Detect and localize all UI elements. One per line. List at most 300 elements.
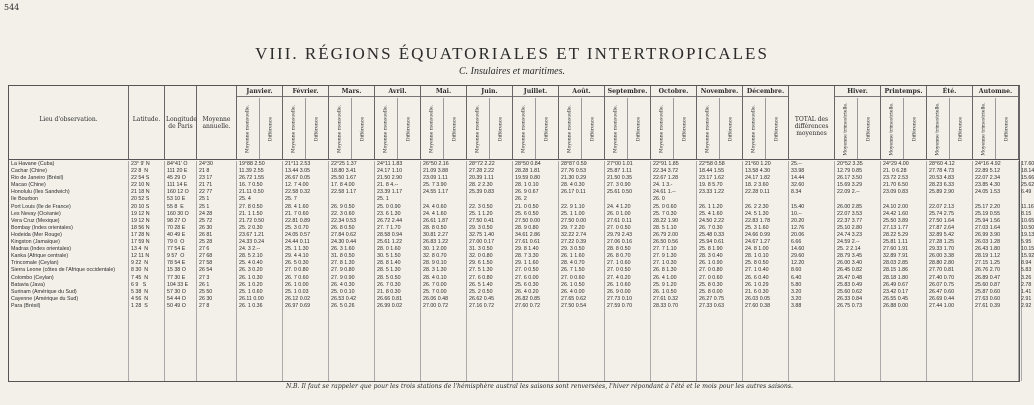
month-column-1-cell: 24.05 0.57 xyxy=(285,231,311,238)
header-month-0-label: Janvier. xyxy=(237,88,282,97)
latitude-column-cell: 7 45 N xyxy=(131,274,149,281)
header-month-2-sub-0: Moyenne mensuelle. xyxy=(337,104,343,153)
header-month-4-sub-0: Moyenne mensuelle. xyxy=(429,104,435,153)
month-column-0-cell: 26. 3 0.20 xyxy=(239,267,263,274)
month-column-7-cell: 27.22 0.39 xyxy=(561,239,587,246)
month-column-2-cell: 26. 4 0.30 xyxy=(331,281,355,288)
climate-table xyxy=(8,85,1034,382)
season-column-2-cell: 28.23 6.33 xyxy=(929,182,955,189)
month-column-6-cell: 34.61 2.86 xyxy=(515,231,541,238)
month-column-11-cell: 13.58 4.30 xyxy=(745,168,771,175)
header-season-1-sub-0: Moyenne trimestrielle. xyxy=(889,101,895,156)
month-column-10-cell: 23.33 1.22 xyxy=(699,189,725,196)
season-column-0-cell: 22.07 3.53 xyxy=(837,210,863,217)
month-column-4-cell: 26.61 1.87 xyxy=(423,217,449,224)
month-column-6-cell: 28°50 0.84 xyxy=(515,161,541,167)
month-column-5-cell: 32. 0 0.80 xyxy=(469,253,493,260)
month-column-0-cell: 26. 1 0.30 xyxy=(239,274,263,281)
month-column-7-cell: 27.76 0.53 xyxy=(561,168,587,175)
latitude-column-cell: 18 56 N xyxy=(131,224,150,231)
total-column-cell: 6.66 xyxy=(791,239,802,246)
season-column-3-cell: 23.85 4.30 xyxy=(975,182,1001,189)
header-month-9-label: Octobre. xyxy=(651,88,696,97)
longitude-column-cell: 53 10 E xyxy=(167,196,186,203)
annual-column-cell: 26 30 xyxy=(199,295,213,302)
header-month-3-sub-1: Différence xyxy=(406,116,412,141)
month-column-11-cell: 21. 6 0.30 xyxy=(745,288,769,295)
month-column-5-cell: 26.62 0.45 xyxy=(469,295,495,302)
header-month-8-sub-1: Différence xyxy=(636,116,642,141)
header-month-0-sub-1: Différence xyxy=(268,116,274,141)
season-column-2-cell: 26.00 3.38 xyxy=(929,253,955,260)
total-column-cell: 33.98 xyxy=(791,168,805,175)
month-column-1-cell: 27. 0 0.80 xyxy=(285,267,309,274)
station-column-cell: Cayenne (Amérique du Sud) xyxy=(11,295,79,302)
total-column xyxy=(789,161,835,381)
season-column-2-cell: 25.74 2.75 xyxy=(929,210,955,217)
month-column-0-cell: 24. 3 2.-- xyxy=(239,246,261,253)
season-column-3-cell: 26.43 1.80 xyxy=(975,246,1001,253)
month-column-4-cell: 21.09 3.88 xyxy=(423,168,449,175)
month-column-5-cell: 25.39 0.83 xyxy=(469,189,495,196)
latitude-column-cell: 22 10 N xyxy=(131,182,150,189)
month-column-8-cell: 21.50 0.35 xyxy=(607,175,633,182)
month-column-9 xyxy=(651,161,697,381)
month-column-3-cell: 23. 6 1.30 xyxy=(377,210,401,217)
header-month-6-sub-0: Moyenne mensuelle. xyxy=(521,104,527,153)
season-column-0-cell: 26.45 0.82 xyxy=(837,267,863,274)
month-column-9-cell: 25. 7 0.30 xyxy=(653,210,677,217)
month-column-2-cell: 26. 9 0.50 xyxy=(331,203,355,210)
month-column-7-cell: 29. 3 0.50 xyxy=(561,246,585,253)
month-column-8-cell: 27. 1 0.60 xyxy=(607,260,631,267)
month-column-4 xyxy=(421,161,467,381)
month-column-4-cell: 25. 7 3.90 xyxy=(423,182,447,189)
header-month-0 xyxy=(237,86,283,159)
longitude-column-cell: 45 29 O xyxy=(167,175,186,182)
month-column-5-cell: 26. 5 1.40 xyxy=(469,281,493,288)
header-month-11-sub-0: Moyenne mensuelle. xyxy=(751,104,757,153)
month-column-4-cell xyxy=(423,196,466,203)
season-column-0-cell: 25.10 2.80 xyxy=(837,224,863,231)
month-column-8-cell: 25.87 1.11 xyxy=(607,168,632,175)
month-column-2-cell: 22.34 0.53 xyxy=(331,217,357,224)
station-column-cell: Rio de Janeiro (Brésil) xyxy=(11,175,64,182)
header-month-1-sub-1: Différence xyxy=(314,116,320,141)
month-column-5-cell: 27. 5 1.30 xyxy=(469,267,493,274)
season-column-2-cell: 27.70 0.81 xyxy=(929,267,955,274)
month-column-7-cell: 28°87 0.59 xyxy=(561,161,587,167)
season-column-1-cell: 21.70 6.50 xyxy=(883,182,909,189)
header-month-7 xyxy=(559,86,605,159)
latitude-column-cell: 13 4 N xyxy=(131,246,149,253)
season-column-3-cell: 25.60 0.87 xyxy=(975,281,1001,288)
header-season-2-sub-1: Différence xyxy=(958,116,964,141)
season-column-0-cell: 26.00 2.85 xyxy=(837,203,863,210)
header-month-1-sub-0: Moyenne mensuelle. xyxy=(291,104,297,153)
month-column-4-cell: 30. 1 2.00 xyxy=(423,246,447,253)
station-column-cell: Hodeida (Mer Rouge) xyxy=(11,231,62,238)
month-column-8-cell: 27.61 0.11 xyxy=(607,217,632,224)
month-column-4-cell: 28. 9 0.10 xyxy=(423,260,447,267)
month-column-6-cell: 28. 9 0.80 xyxy=(515,224,539,231)
header-latitude-label: Latitude. xyxy=(132,116,161,123)
header-month-3 xyxy=(375,86,421,159)
month-column-2-cell: 22°25 1.37 xyxy=(331,161,357,167)
station-column-cell: Kingston (Jamaïque) xyxy=(11,239,60,246)
month-column-2-cell: 22. 3 0.60 xyxy=(331,210,355,217)
header-month-8-label: Septembre. xyxy=(605,88,650,97)
month-column-10-cell: 25.48 0.33 xyxy=(699,231,725,238)
month-column-9-cell: 22°91 1.85 xyxy=(653,161,679,167)
season-column-2-cell: 26.69 0.44 xyxy=(929,295,955,302)
season-column-2-cell: 27.78 4.73 xyxy=(929,168,955,175)
month-column-3-cell: 24°11 1.83 xyxy=(377,161,403,167)
season-column-3-cell: 27.03 1.64 xyxy=(975,224,1001,231)
month-column-10-cell: 26. 1 0.90 xyxy=(699,260,723,267)
month-column-10-cell: 25. 8 1.90 xyxy=(699,246,723,253)
season-column-0-cell: 26.00 3.40 xyxy=(837,260,863,267)
header-divider xyxy=(9,159,1019,160)
annual-column-cell: 27 8 xyxy=(199,302,210,309)
annual-column-cell: 25 1 xyxy=(199,203,210,210)
annual-column-cell: 25 50 xyxy=(199,288,213,295)
longitude-column-cell: 77 54 E xyxy=(167,246,186,253)
season-column-0-cell: 25. 2 2.14 xyxy=(837,246,861,253)
month-column-4-cell: 24. 4 0.60 xyxy=(423,203,447,210)
header-month-11-sub-1: Différence xyxy=(774,116,780,141)
month-column-10-cell: 26.27 0.75 xyxy=(699,295,725,302)
header-month-6-sub-1: Différence xyxy=(544,116,550,141)
total-column-cell: 3.20 xyxy=(791,288,802,295)
station-column-cell: Les Nevay (Océanie) xyxy=(11,210,61,217)
season-column-1-cell: 28.15 1.86 xyxy=(883,267,909,274)
longitude-column-cell: 54 44 O xyxy=(167,295,186,302)
month-column-1-cell: 22.58 0.32 xyxy=(285,189,311,196)
total-column-cell: 10.-- xyxy=(791,210,802,217)
header-season-0-sub-1: Différence xyxy=(866,116,872,141)
station-column-cell: La Havane (Cuba) xyxy=(11,161,55,167)
annual-column-cell: 26 1 xyxy=(199,281,210,288)
annual-column-cell: 23 17 xyxy=(199,175,213,182)
longitude-column-cell: 111 14 E xyxy=(167,182,188,189)
header-month-10-sub-1: Différence xyxy=(728,116,734,141)
month-column-4-cell: 24.55 1.17 xyxy=(423,189,449,196)
annual-column-cell: 21 8 xyxy=(199,168,210,175)
month-column-2-cell: 31. 8 0.50 xyxy=(331,253,355,260)
season-column-1-cell: 23.42 0.17 xyxy=(883,288,909,295)
month-column-0-cell: 26.11 0.00 xyxy=(239,295,264,302)
season-column-0-cell: 24.59 2.-- xyxy=(837,239,860,246)
month-column-2 xyxy=(329,161,375,381)
month-column-1-cell: 12. 7 4.00 xyxy=(285,182,309,189)
longitude-column-cell: 9 57 O xyxy=(167,253,185,260)
month-column-9-cell: 24. 1 3.- xyxy=(653,182,673,189)
header-month-11 xyxy=(743,86,789,159)
month-column-11-cell: 26. 1 0.29 xyxy=(745,281,769,288)
longitude-column-cell: 70 28 E xyxy=(167,224,186,231)
header-moyenne-label: Moyenne annuelle. xyxy=(202,116,231,130)
header-month-3-sub-0: Moyenne mensuelle. xyxy=(383,104,389,153)
month-column-11-cell: 24. 8 1.00 xyxy=(745,246,769,253)
month-column-9-cell: 27. 1 0.30 xyxy=(653,260,677,267)
month-column-6-cell: 26. 9 0.67 xyxy=(515,189,539,196)
month-column-1-cell: 26. 1 0.00 xyxy=(285,281,309,288)
month-column-4-cell: 26°50 2.16 xyxy=(423,161,449,167)
month-column-11-cell: 25. 3 1.60 xyxy=(745,224,769,231)
month-column-6-cell: 26.82 0.85 xyxy=(515,295,541,302)
month-column-11-cell: 21°60 1.20 xyxy=(745,161,771,167)
month-column-8-cell: 27.73 0.10 xyxy=(607,295,633,302)
month-column-6-cell: 27. 6 0.00 xyxy=(515,274,539,281)
month-column-5-cell xyxy=(469,196,512,203)
latitude-column-cell: 23° 9' N xyxy=(131,161,150,167)
month-column-9-cell: 28.33 0.70 xyxy=(653,302,679,309)
month-column-6-cell: 25. 6 0.50 xyxy=(515,210,539,217)
month-column-7-cell: 32.22 2.74 xyxy=(561,231,587,238)
total-column-cell: 20.06 xyxy=(791,231,805,238)
month-column-3-cell: 21. 8 0.30 xyxy=(377,288,401,295)
month-column-5-cell: 27.00 0.17 xyxy=(469,239,495,246)
header-month-5-sub-1: Différence xyxy=(498,116,504,141)
season-column-3-cell: 25.19 0.55 xyxy=(975,210,1001,217)
month-column-0 xyxy=(237,161,283,381)
header-latitude xyxy=(129,86,165,159)
month-column-2-cell: 17. 8 4.00 xyxy=(331,182,355,189)
season-column-3-cell: 25.94 1.56 xyxy=(975,217,1001,224)
season-column-0-cell: 22.09 2.-- xyxy=(837,189,860,196)
latitude-column-cell: 8 30 N xyxy=(131,267,149,274)
latitude-column-cell: 20 10 S xyxy=(131,203,150,210)
month-column-0-cell: 16. 7 0.50 xyxy=(239,182,263,189)
total-column-cell: 3.88 xyxy=(791,302,802,309)
header-season-3-label: Automne. xyxy=(973,88,1018,97)
season-column-1-cell: 24.10 2.00 xyxy=(883,203,909,210)
season-column-1-cell: 23.09 0.83 xyxy=(883,189,909,196)
month-column-11-cell: 26. 2 2.30 xyxy=(745,203,769,210)
month-column-3-cell: 25. 1 xyxy=(377,196,389,203)
month-column-10 xyxy=(697,161,743,381)
month-column-0-cell: 21. 1 1.50 xyxy=(239,210,263,217)
month-column-3-cell: 28. 5 0.50 xyxy=(377,274,401,281)
footnote: N.B. Il faut se rappeler que pour les trois stations de l'hémisphère austral les saisons sont renversées, l'hiver répondant à l'été et le mois pour les autres saisons. xyxy=(286,383,793,390)
season-column-1-cell: 21. 0 6.28 xyxy=(883,168,907,175)
month-column-8-cell xyxy=(607,196,650,203)
latitude-column-cell: 12 11 N xyxy=(131,253,150,260)
header-month-0-sub-0: Moyenne mensuelle. xyxy=(245,104,251,153)
header-month-8 xyxy=(605,86,651,159)
month-column-10-cell: 26. 7 0.30 xyxy=(699,224,723,231)
month-column-4-cell: 26. 7 0.00 xyxy=(423,281,447,288)
season-column-2-cell: 27.44 1.00 xyxy=(929,302,955,309)
total-column-cell: 32.60 xyxy=(791,182,805,189)
month-column-7-cell: 29. 7 2.20 xyxy=(561,224,585,231)
season-column-0-cell: 26.17 3.50 xyxy=(837,175,863,182)
month-column-10-cell: 25. 4 1.60 xyxy=(699,210,723,217)
latitude-column-cell: 19 12 N xyxy=(131,210,150,217)
month-column-5-cell: 25. 2 0.50 xyxy=(469,288,493,295)
month-column-8-cell: 27. 0 0.50 xyxy=(607,267,631,274)
month-column-10-cell: 26. 1 1.20 xyxy=(699,203,723,210)
header-month-4-label: Mai. xyxy=(421,88,466,97)
season-column-3 xyxy=(973,161,1019,381)
month-column-3-cell: 28. 0 1.60 xyxy=(377,246,401,253)
month-column-7-cell: 26. 7 1.50 xyxy=(561,267,585,274)
season-column-1-cell: 23.72 2.53 xyxy=(883,175,909,182)
header-month-1 xyxy=(283,86,329,159)
annual-column-cell: 24 28 xyxy=(199,210,213,217)
longitude-column-cell: 78 54 E xyxy=(167,260,186,267)
season-column-0-cell: 26.47 0.48 xyxy=(837,274,863,281)
month-column-10-cell: 22°58 0.58 xyxy=(699,161,725,167)
month-column-9-cell: 28.22 1.90 xyxy=(653,217,679,224)
season-column-3-cell: 25.17 2.20 xyxy=(975,203,1001,210)
month-column-11-cell: 28. 1 0.10 xyxy=(745,253,769,260)
month-column-0-cell: 25. 4 0.40 xyxy=(239,260,263,267)
station-column-cell: Trincomale (Ceylan) xyxy=(11,260,59,267)
header-month-3-label: Avril. xyxy=(375,88,420,97)
season-column-2-cell: 27.28 1.25 xyxy=(929,239,955,246)
month-column-11-cell: 24. 5 1.30 xyxy=(745,210,769,217)
longitude-column-cell: 160 30 O xyxy=(167,210,189,217)
longitude-column-cell: 84°41' O xyxy=(167,161,188,167)
header-month-2 xyxy=(329,86,375,159)
latitude-column-cell: 17 59 N xyxy=(131,239,150,246)
season-column-1-cell: 24°29 4.00 xyxy=(883,161,909,167)
latitude-column-cell: 5 38 N xyxy=(131,288,149,295)
month-column-1-cell: 25. 1 0.03 xyxy=(285,288,309,295)
month-column-5-cell: 32.75 1.40 xyxy=(469,231,495,238)
month-column-9-cell: 26. 8 1.30 xyxy=(653,267,677,274)
month-column-1-cell: 25. 7 xyxy=(285,196,297,203)
month-column-4-cell: 28. 3 1.30 xyxy=(423,267,447,274)
month-column-3-cell: 21. 8 4.-- xyxy=(377,182,399,189)
season-column-0-cell: 28.79 3.45 xyxy=(837,253,863,260)
header-month-7-sub-0: Moyenne mensuelle. xyxy=(567,104,573,153)
month-column-11-cell: 18. 2 3.60 xyxy=(745,182,769,189)
header-month-9-sub-0: Moyenne mensuelle. xyxy=(659,104,665,153)
total-column-cell: 20.20 xyxy=(791,217,805,224)
month-column-8-cell: 29.79 2.43 xyxy=(607,231,633,238)
month-column-8 xyxy=(605,161,651,381)
month-column-5-cell: 25. 1 1.20 xyxy=(469,210,493,217)
season-column-1-cell: 25.81 1.11 xyxy=(883,239,908,246)
month-column-5-cell: 27.50 0.41 xyxy=(469,217,495,224)
month-column-1-cell: 25. 3 0.70 xyxy=(285,224,309,231)
station-column-cell: Ile Bourbon xyxy=(11,196,39,203)
season-column-1-cell xyxy=(883,196,926,203)
month-column-6-cell: 29. 1 1.60 xyxy=(515,260,539,267)
month-column-10-cell: 24.50 2.22 xyxy=(699,217,725,224)
month-column-5-cell: 29. 6 1.50 xyxy=(469,260,493,267)
month-column-1-cell: 26.12 0.02 xyxy=(285,295,311,302)
month-column-4-cell: 32. 8 0.70 xyxy=(423,253,447,260)
header-season-2-sub-0: Moyenne trimestrielle. xyxy=(935,101,941,156)
page-title: VIII. RÉGIONS ÉQUATORIALES ET INTERTROPICALES xyxy=(255,44,769,63)
month-column-6 xyxy=(513,161,559,381)
month-column-0-cell: 26. 1 0.20 xyxy=(239,281,263,288)
month-column-11-cell: 27. 1 0.40 xyxy=(745,267,769,274)
season-column-2-cell: 20.53 4.83 xyxy=(929,175,955,182)
season-column-0-cell: 12.79 0.85 xyxy=(837,168,863,175)
month-column-9-cell: 26.50 0.56 xyxy=(653,239,679,246)
station-column-cell: Vera Cruz (Mexique) xyxy=(11,217,60,224)
month-column-6-cell: 29. 8 1.40 xyxy=(515,246,539,253)
month-column-0-cell: 25. 4 xyxy=(239,196,251,203)
season-column-2-cell: 26.47 0.60 xyxy=(929,288,955,295)
station-column-cell: Port Louis (île de France) xyxy=(11,203,71,210)
header-month-2-label: Mars. xyxy=(329,88,374,97)
month-column-0-cell: 11.39 2.55 xyxy=(239,168,264,175)
month-column-2-cell: 26. 3 1.60 xyxy=(331,246,355,253)
season-column-0-cell: 26.33 0.84 xyxy=(837,295,863,302)
longitude-column-cell: 50 49 O xyxy=(167,302,186,309)
latitude-column-cell: 17 28 N xyxy=(131,231,150,238)
season-column-1-cell: 27.60 1.91 xyxy=(883,246,909,253)
month-column-6-cell: 27.50 0.00 xyxy=(515,217,541,224)
season-column-2-cell: 28°60 4.12 xyxy=(929,161,955,167)
header-moyenne xyxy=(197,86,237,159)
month-column-5-cell: 20.39 1.11 xyxy=(469,175,494,182)
month-column-7-cell xyxy=(561,196,604,203)
header-season-3-sub-0: Moyenne trimestrielle. xyxy=(981,101,987,156)
annual-column-cell: 27 6 xyxy=(199,246,210,253)
page-subtitle: C. Insulaires et maritimes. xyxy=(458,66,565,77)
month-column-1-cell: 26.97 0.69 xyxy=(285,302,311,309)
month-column-0-cell: 28. 5 2.10 xyxy=(239,253,263,260)
month-column-11-cell: 24.66 0.99 xyxy=(745,231,771,238)
total-column-cell: 5.80 xyxy=(791,281,802,288)
latitude-column-cell: 21 18 N xyxy=(131,189,150,196)
month-column-10-cell: 18.44 1.55 xyxy=(699,168,725,175)
month-column-2-cell: 22.58 1.17 xyxy=(331,189,357,196)
season-column-2-cell: 27.50 1.64 xyxy=(929,217,955,224)
header-month-9-sub-1: Différence xyxy=(682,116,688,141)
month-column-8-cell: 27. 4 0.20 xyxy=(607,274,631,281)
month-column-3 xyxy=(375,161,421,381)
month-column-3-cell: 21.50 2.90 xyxy=(377,175,403,182)
longitude-column-cell: 79 0 O xyxy=(167,239,185,246)
station-column-cell: Macao (Chine) xyxy=(11,182,46,189)
month-column-1-cell: 22.81 0.89 xyxy=(285,217,311,224)
header-month-5-label: Juin. xyxy=(467,88,512,97)
header-month-5 xyxy=(467,86,513,159)
header-month-1-label: Février. xyxy=(283,88,328,97)
season-column-3-cell: 24.05 1.53 xyxy=(975,189,1001,196)
header-month-10-label: Novembre. xyxy=(697,88,742,97)
month-column-5-cell: 28. 2 2.30 xyxy=(469,182,493,189)
month-column-0-cell: 26. 1 0.36 xyxy=(239,302,263,309)
station-column-cell: Honolulu (îles Sandwich) xyxy=(11,189,70,196)
month-column-8-cell: 24. 4 1.20 xyxy=(607,203,631,210)
season-column-1-cell: 28.22 5.29 xyxy=(883,231,909,238)
month-column-0-cell: 23.67 1.21 xyxy=(239,231,265,238)
month-column-11-cell: 27.60 0.38 xyxy=(745,302,771,309)
season-column-3-cell: 27.63 0.60 xyxy=(975,295,1001,302)
header-month-6 xyxy=(513,86,559,159)
season-column-1-cell: 26.49 0.67 xyxy=(883,281,909,288)
month-column-6-cell: 19.59 0.80 xyxy=(515,175,541,182)
header-month-7-label: Août. xyxy=(559,88,604,97)
month-column-10-cell xyxy=(699,196,742,203)
month-column-4-cell: 26.06 0.48 xyxy=(423,295,449,302)
month-column-2-cell: 27. 8 1.30 xyxy=(331,260,355,267)
month-column-7-cell: 26. 1 1.60 xyxy=(561,253,585,260)
season-column-1-cell: 28.18 1.80 xyxy=(883,274,909,281)
longitude-column-cell: 15 38 O xyxy=(167,267,186,274)
season-column-3-cell: 24°16 4.92 xyxy=(975,161,1001,167)
season-column-2-cell: 27.40 0.70 xyxy=(929,274,955,281)
